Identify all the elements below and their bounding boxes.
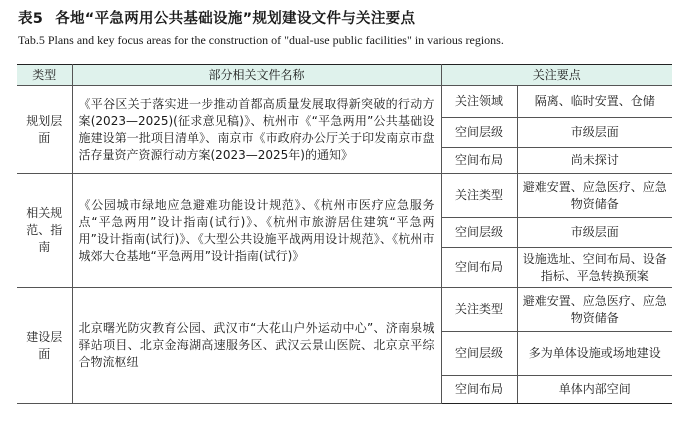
focus-key: 关注领域 <box>441 86 517 118</box>
focus-key: 关注类型 <box>441 174 517 218</box>
category-standards: 相关规范、指南 <box>17 174 72 288</box>
focus-key: 空间层级 <box>441 218 517 248</box>
focus-value: 隔离、临时安置、仓储 <box>517 86 672 118</box>
focus-value: 尚未探讨 <box>517 148 672 174</box>
focus-value: 多为单体设施或场地建设 <box>517 332 672 376</box>
focus-value: 市级层面 <box>517 118 672 148</box>
table-subtitle-english: Tab.5 Plans and key focus areas for the construction of "dual-use public facilities" in various regions. <box>18 33 504 47</box>
header-row <box>17 65 672 86</box>
focus-key: 空间布局 <box>441 376 517 404</box>
header-files: 部分相关文件名称 <box>72 65 441 86</box>
focus-value: 市级层面 <box>517 218 672 248</box>
table-row <box>17 288 672 332</box>
focus-table <box>17 64 672 404</box>
table-row <box>17 174 672 218</box>
header-type: 类型 <box>17 65 72 86</box>
files-construction: 北京曙光防灾教育公园、武汉市“大花山户外运动中心”、济南泉城驿站项目、北京金海湖高速服务区、武汉云景山医院、北京京平综合物流枢纽 <box>72 288 441 404</box>
focus-key: 空间层级 <box>441 118 517 148</box>
files-planning: 《平谷区关于落实进一步推动首都高质量发展取得新突破的行动方案(2023—2025)(征求意见稿)》、杭州市《“平急两用”公共基础设施建设第一批项目清单》、南京市《市政府办公厅关于印发南京市盘活存量资产资源行动方案(2023—2025年)的通知》 <box>72 86 441 174</box>
focus-value: 单体内部空间 <box>517 376 672 404</box>
table-row <box>17 86 672 118</box>
focus-key: 空间层级 <box>441 332 517 376</box>
focus-key: 关注类型 <box>441 288 517 332</box>
table-title-text: 各地“平急两用公共基础设施”规划建设文件与关注要点 <box>55 11 416 27</box>
header-focus: 关注要点 <box>441 65 672 86</box>
focus-key: 空间布局 <box>441 248 517 288</box>
files-standards: 《公园城市绿地应急避难功能设计规范》、《杭州市医疗应急服务点“平急两用”设计指南(试行)》、《杭州市旅游居住建筑“平急两用”设计指南(试行)》、《大型公共设施平战两用设计规范》、《杭州市城郊大仓基地“平急两用”设计指南(试行)》 <box>72 174 441 288</box>
focus-value: 设施选址、空间布局、设备指标、平急转换预案 <box>517 248 672 288</box>
table-title <box>18 7 415 28</box>
focus-value: 避难安置、应急医疗、应急物资储备 <box>517 174 672 218</box>
category-planning: 规划层面 <box>17 86 72 174</box>
category-construction: 建设层面 <box>17 288 72 404</box>
focus-value: 避难安置、应急医疗、应急物资储备 <box>517 288 672 332</box>
table-number: 表5 <box>18 11 44 27</box>
focus-key: 空间布局 <box>441 148 517 174</box>
